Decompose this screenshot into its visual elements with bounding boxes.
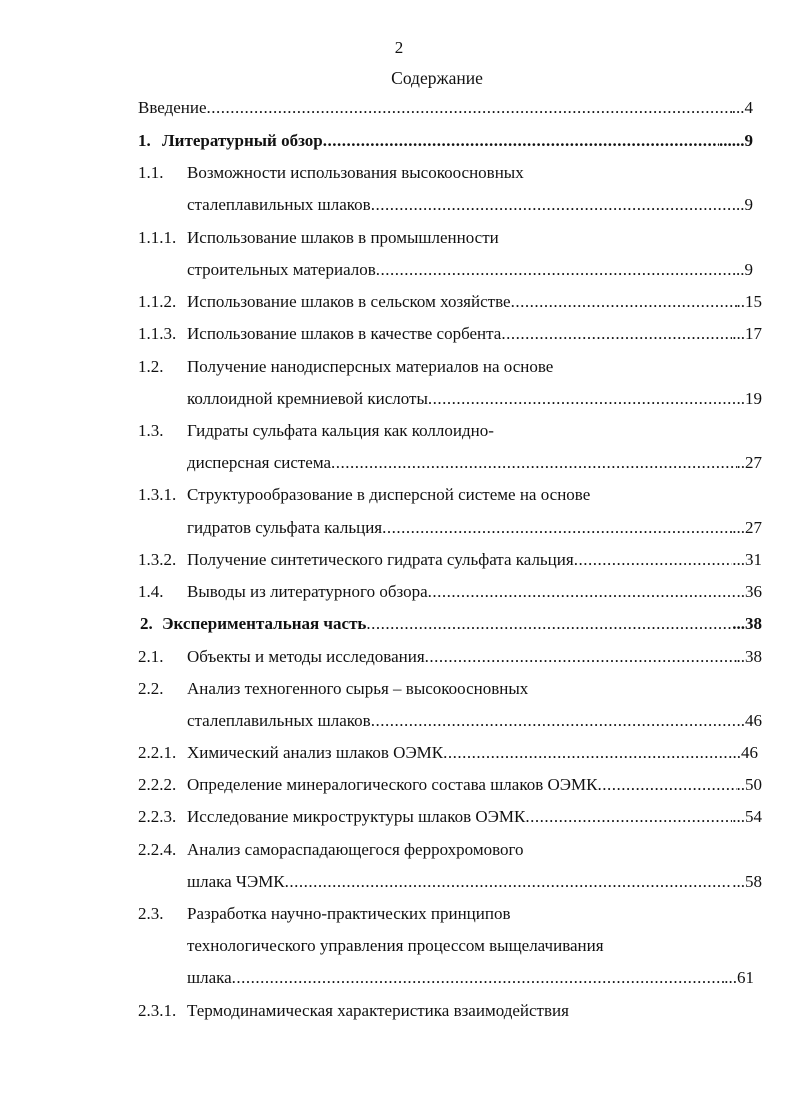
toc-entry-1-3-2 bbox=[138, 549, 762, 571]
toc-entry-number: 1.3.1. bbox=[138, 485, 177, 504]
toc-entry-text: сталеплавильных шлаков bbox=[187, 711, 371, 730]
toc-entry-number: 2.2.3. bbox=[138, 807, 177, 826]
toc-entry-1-3-1 bbox=[138, 484, 590, 506]
toc-leader-dots bbox=[371, 194, 732, 216]
toc-entry-page: ..19 bbox=[736, 389, 762, 408]
toc-entry-number: 1.1.3. bbox=[138, 324, 177, 343]
toc-leader-dots bbox=[443, 742, 732, 764]
toc-entry-text: Исследование микроструктуры шлаков ОЭМК bbox=[187, 807, 526, 826]
toc-entry-2-3-1 bbox=[138, 1000, 569, 1022]
toc-entry-1-2-cont bbox=[187, 388, 762, 410]
toc-entry-text: Получение синтетического гидрата сульфата кальция bbox=[187, 550, 574, 569]
toc-entry-page: ..15 bbox=[736, 292, 762, 311]
toc-entry-text: Анализ техногенного сырья – высокоосновных bbox=[187, 679, 529, 698]
toc-entry-text: Получение нанодисперсных материалов на основе bbox=[187, 357, 554, 376]
toc-entry-text: шлака bbox=[187, 968, 232, 987]
toc-entry-page: ..9 bbox=[736, 260, 753, 279]
toc-entry-text: Использование шлаков в промышленности bbox=[187, 228, 499, 247]
toc-leader-dots bbox=[207, 97, 732, 119]
toc-leader-dots bbox=[323, 130, 719, 152]
toc-entry-page: ..46 bbox=[732, 743, 758, 762]
toc-entry-number: 1. bbox=[138, 131, 151, 150]
toc-entry-page: ...9 bbox=[731, 195, 753, 214]
toc-entry-page: ..38 bbox=[736, 647, 762, 666]
toc-entry-text: Введение bbox=[138, 98, 207, 117]
toc-entry-number: 1.2. bbox=[138, 357, 164, 376]
toc-entry-page: ..27 bbox=[736, 453, 762, 472]
toc-entry-2 bbox=[140, 613, 762, 635]
toc-entry-page: ...58 bbox=[732, 872, 762, 891]
toc-entry-text: Химический анализ шлаков ОЭМК bbox=[187, 743, 444, 762]
toc-entry-text: Литературный обзор bbox=[162, 131, 323, 150]
toc-entry-2-2-3 bbox=[138, 806, 762, 828]
toc-entry-text: Определение минералогического состава шлаков ОЭМК bbox=[187, 775, 598, 794]
toc-entry-number: 1.1.1. bbox=[138, 228, 177, 247]
toc-leader-dots bbox=[525, 806, 732, 828]
toc-entry-page: ......9 bbox=[719, 131, 753, 150]
toc-entry-2-2-4 bbox=[138, 839, 524, 861]
toc-entry-text: гидратов сульфата кальция bbox=[187, 518, 383, 537]
toc-entry-1-1-cont bbox=[187, 194, 753, 216]
toc-entry-page: ...17 bbox=[732, 324, 762, 343]
toc-entry-number: 2.2.2. bbox=[138, 775, 177, 794]
toc-entry-number: 1.3. bbox=[138, 421, 164, 440]
toc-entry-2-2-2 bbox=[138, 774, 762, 796]
toc-entry-1-4 bbox=[138, 581, 762, 603]
toc-entry-number: 2.1. bbox=[138, 647, 164, 666]
toc-entry-number: 1.4. bbox=[138, 582, 164, 601]
toc-entry-text: Структурообразование в дисперсной системе на основе bbox=[187, 485, 591, 504]
toc-leader-dots bbox=[428, 581, 737, 603]
toc-entry-2-3-cont bbox=[187, 935, 604, 957]
toc-leader-dots bbox=[366, 613, 732, 635]
toc-entry-text: Экспериментальная часть bbox=[162, 614, 367, 633]
toc-entry-1-3 bbox=[138, 420, 494, 442]
toc-entry-number: 2.3.1. bbox=[138, 1001, 177, 1020]
toc-entry-1-1-2 bbox=[138, 291, 762, 313]
toc-entry-text: Использование шлаков в качестве сорбента bbox=[187, 324, 502, 343]
toc-leader-dots bbox=[574, 549, 733, 571]
toc-entry-number: 1.1. bbox=[138, 163, 164, 182]
toc-entry-page: ...54 bbox=[732, 807, 762, 826]
toc-entry-text: строительных материалов bbox=[187, 260, 376, 279]
toc-entry-1-3-cont bbox=[187, 452, 762, 474]
toc-entry-2-2-1 bbox=[138, 742, 758, 764]
toc-entry-1-1-1 bbox=[138, 227, 499, 249]
toc-entry-2-3-cont2 bbox=[187, 967, 754, 989]
toc-entry-1-3-1-cont bbox=[187, 517, 762, 539]
toc-entry-text: Термодинамическая характеристика взаимодействия bbox=[187, 1001, 569, 1020]
toc-entry-2-3 bbox=[138, 903, 511, 925]
toc-entry-number: 2. bbox=[140, 614, 153, 633]
toc-entry-2-2-4-cont bbox=[187, 871, 762, 893]
toc-leader-dots bbox=[425, 646, 737, 668]
toc-leader-dots bbox=[511, 291, 737, 313]
toc-leader-dots bbox=[285, 871, 733, 893]
toc-entry-page: ...38 bbox=[732, 614, 762, 633]
toc-entry-number: 2.2.4. bbox=[138, 840, 177, 859]
toc-entry-page: ...61 bbox=[724, 968, 754, 987]
toc-entry-2-1 bbox=[138, 646, 762, 668]
toc-leader-dots bbox=[376, 259, 736, 281]
toc-entry-1-1-1-cont bbox=[187, 259, 753, 281]
toc-entry-text: сталеплавильных шлаков bbox=[187, 195, 371, 214]
toc-entry-text: дисперсная система bbox=[187, 453, 332, 472]
toc-leader-dots bbox=[501, 323, 732, 345]
toc-entry-text: Выводы из литературного обзора bbox=[187, 582, 428, 601]
toc-entry-2-2-cont bbox=[187, 710, 762, 732]
toc-entry-page: ..46 bbox=[736, 711, 762, 730]
toc-entry-text: Возможности использования высокоосновных bbox=[187, 163, 524, 182]
toc-entry-text: коллоидной кремниевой кислоты bbox=[187, 389, 428, 408]
toc-leader-dots bbox=[597, 774, 736, 796]
toc-entry-number: 2.2. bbox=[138, 679, 164, 698]
toc-leader-dots bbox=[382, 517, 732, 539]
toc-entry-text: Использование шлаков в сельском хозяйстве bbox=[187, 292, 511, 311]
toc-leader-dots bbox=[428, 388, 737, 410]
toc-leader-dots bbox=[331, 452, 736, 474]
toc-entry-page: ...31 bbox=[732, 550, 762, 569]
toc-entry-number: 1.1.2. bbox=[138, 292, 177, 311]
toc-leader-dots bbox=[232, 967, 725, 989]
toc-entry-page: ...27 bbox=[732, 518, 762, 537]
toc-entry-number: 1.3.2. bbox=[138, 550, 177, 569]
toc-entry-text: Гидраты сульфата кальция как коллоидно- bbox=[187, 421, 494, 440]
toc-entry-number: 2.3. bbox=[138, 904, 164, 923]
toc-entry-page: ..36 bbox=[736, 582, 762, 601]
toc-entry-text: Объекты и методы исследования bbox=[187, 647, 425, 666]
toc-entry-page: ...4 bbox=[731, 98, 753, 117]
page-number: 2 bbox=[394, 38, 404, 57]
toc-entry-1-1-3 bbox=[138, 323, 762, 345]
toc-entry-1 bbox=[138, 130, 753, 152]
toc-entry-2-2 bbox=[138, 678, 528, 700]
toc-entry-text: шлака ЧЭМК bbox=[187, 872, 285, 891]
toc-entry-number: 2.2.1. bbox=[138, 743, 177, 762]
toc-entry-text: Анализ самораспадающегося феррохромового bbox=[187, 840, 524, 859]
toc-entry-introduction bbox=[138, 97, 753, 119]
toc-entry-text: технологического управления процессом выщелачивания bbox=[187, 936, 604, 955]
toc-entry-page: ..50 bbox=[736, 775, 762, 794]
toc-entry-1-1 bbox=[138, 162, 524, 184]
toc-entry-text: Разработка научно-практических принципов bbox=[187, 904, 511, 923]
toc-entry-1-2 bbox=[138, 356, 553, 378]
toc-title: Содержание bbox=[391, 68, 483, 88]
toc-leader-dots bbox=[371, 710, 737, 732]
